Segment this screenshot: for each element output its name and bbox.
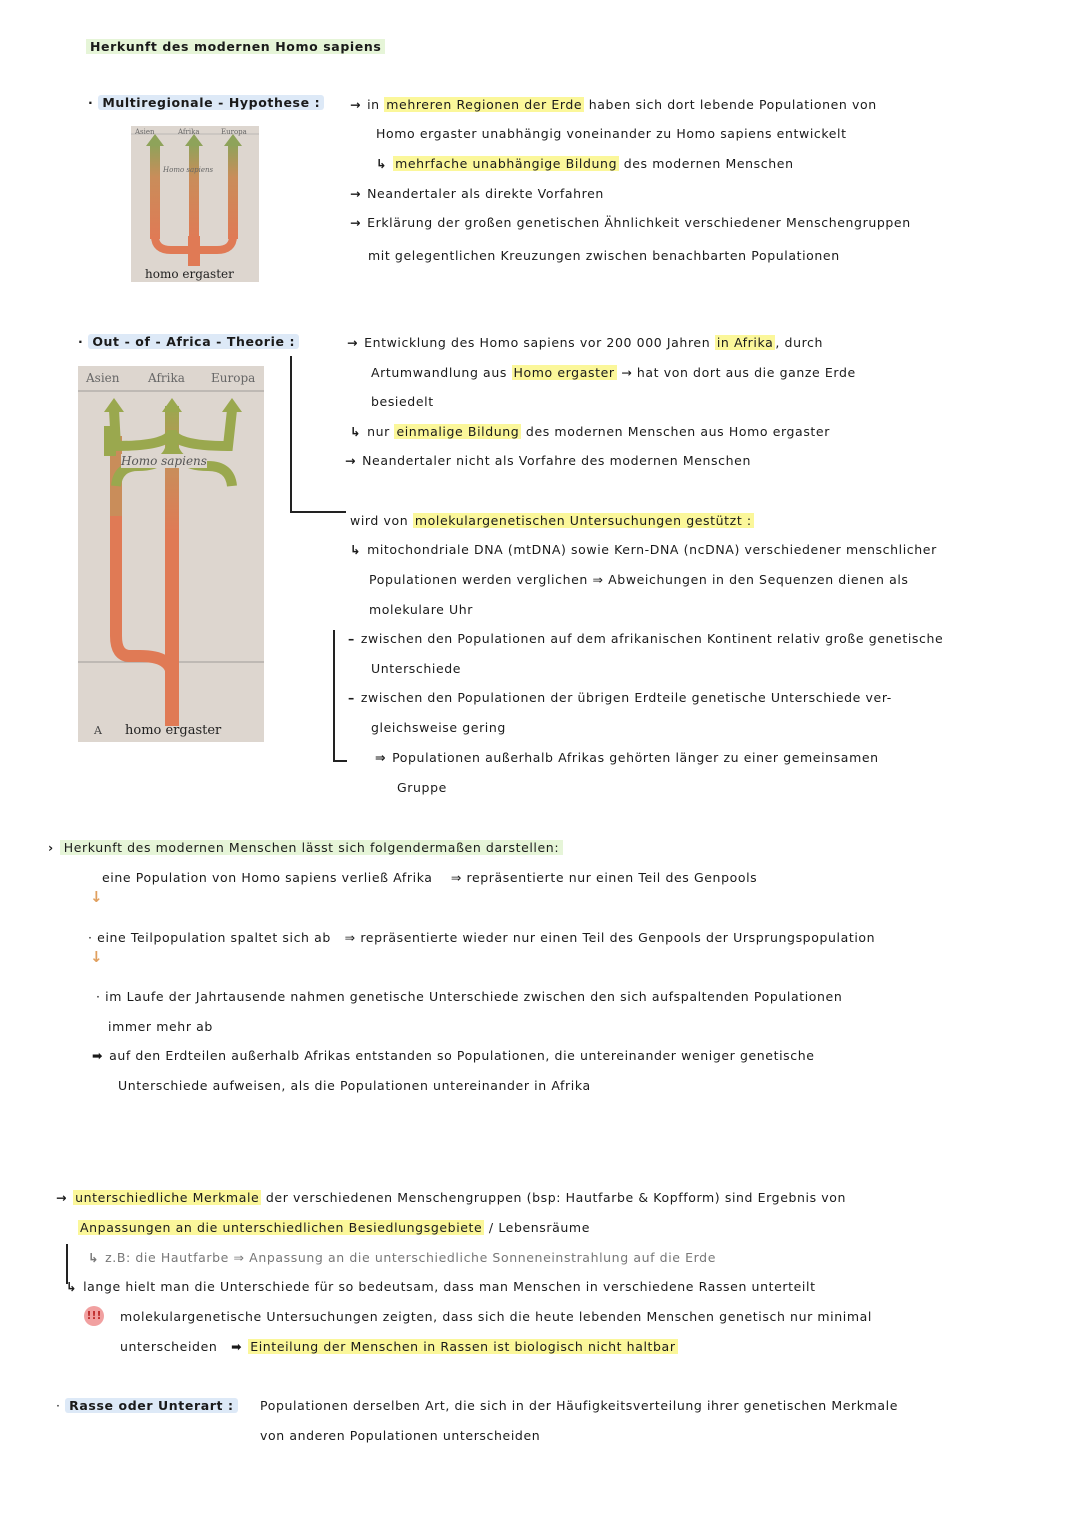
connector-vertical	[290, 356, 292, 511]
mr-line-1: → in mehreren Regionen der Erde haben sich dort lebende Populationen von	[350, 97, 877, 112]
fig1-label-europa: Europa	[221, 128, 247, 136]
page-title: Herkunft des modernen Homo sapiens	[86, 39, 385, 55]
multiregional-figure	[131, 126, 259, 282]
mr-line-6: mit gelegentlichen Kreuzungen zwischen benachbarten Populationen	[368, 248, 840, 263]
mr-line-2: Homo ergaster unabhängig voneinander zu Homo sapiens entwickelt	[376, 126, 847, 141]
traits-line-1: → unterschiedliche Merkmale der verschiedenen Menschengruppen (bsp: Hautfarbe & Kopfform) sind Ergebnis von	[56, 1190, 847, 1205]
origin-step-1: eine Population von Homo sapiens verließ Afrika ⇒ repräsentierte nur einen Teil des Genpools	[102, 870, 758, 885]
connector-horizontal	[290, 511, 346, 513]
fig1-base-label: homo ergaster	[145, 267, 234, 281]
fig2-label-europa: Europa	[211, 371, 256, 385]
support-intro: wird von molekulargenetischen Untersuchungen gestützt :	[350, 513, 752, 528]
support-line-3: molekulare Uhr	[369, 602, 474, 617]
traits-line-2: Anpassungen an die unterschiedlichen Besiedlungsgebiete / Lebensräume	[80, 1220, 591, 1235]
ooa-line-4: ↳ nur einmalige Bildung des modernen Menschen aus Homo ergaster	[350, 424, 830, 439]
ooa-line-1: → Entwicklung des Homo sapiens vor 200 000 Jahren in Afrika , durch	[347, 335, 824, 350]
origin-step-3a: · im Laufe der Jahrtausende nahmen genetische Unterschiede zwischen den sich aufspaltenden Populationen	[96, 989, 843, 1004]
definition-term: · Rasse oder Unterart :	[56, 1398, 238, 1414]
multiregional-heading: · Multiregionale - Hypothese :	[88, 95, 324, 111]
multiregional-tree	[131, 126, 259, 282]
mr-line-5: → Erklärung der großen genetischen Ähnlichkeit verschiedener Menschengruppen	[350, 215, 911, 230]
origin-step-4a: ➡ auf den Erdteilen außerhalb Afrikas entstanden so Populationen, die untereinander weniger genetische	[92, 1048, 815, 1063]
warning-icon: !!!	[84, 1306, 104, 1326]
origin-step-4b: Unterschiede aufweisen, als die Populationen untereinander in Afrika	[118, 1078, 591, 1093]
support-line-1: ↳ mitochondriale DNA (mtDNA) sowie Kern-DNA (ncDNA) verschiedener menschlicher	[350, 542, 937, 557]
fig2-corner-label: A	[94, 724, 102, 737]
fig2-base-label: homo ergaster	[125, 723, 222, 738]
fig1-label-asien: Asien	[135, 128, 155, 136]
support-line-2: Populationen werden verglichen ⇒ Abweichungen in den Sequenzen dienen als	[369, 572, 909, 587]
ooa-line-2: Artumwandlung aus Homo ergaster → hat von dort aus die ganze Erde	[371, 365, 856, 380]
fig2-label-afrika: Afrika	[148, 371, 185, 385]
fig2-center-label: Homo sapiens	[121, 454, 207, 468]
traits-line-5: molekulargenetische Untersuchungen zeigten, dass sich die heute lebenden Menschen genetisch nur minimal	[120, 1309, 872, 1324]
ooa-figure	[78, 366, 264, 742]
origin-step-2: · eine Teilpopulation spaltet sich ab ⇒ repräsentierte wieder nur einen Teil des Genpools der Ursprungspopulation	[88, 930, 876, 945]
fig1-center-label: Homo sapiens	[163, 166, 214, 174]
origin-heading: › Herkunft des modernen Menschen lässt sich folgendermaßen darstellen:	[48, 840, 563, 856]
ooa-heading: · Out - of - Africa - Theorie :	[78, 334, 299, 350]
fig2-label-asien: Asien	[86, 371, 120, 385]
traits-bracket	[66, 1244, 68, 1284]
definition-text-1: Populationen derselben Art, die sich in der Häufigkeitsverteilung ihrer genetischen Merkmale	[260, 1398, 898, 1413]
definition-text-2: von anderen Populationen unterscheiden	[260, 1428, 541, 1443]
down-arrow-2: ↓	[90, 948, 103, 966]
fig1-label-afrika: Afrika	[178, 128, 200, 136]
detail-1a: – zwischen den Populationen auf dem afrikanischen Kontinent relativ große genetische	[348, 631, 944, 646]
ooa-line-5: → Neandertaler nicht als Vorfahre des modernen Menschen	[345, 453, 751, 468]
traits-line-6: unterscheiden ➡ Einteilung der Menschen in Rassen ist biologisch nicht haltbar	[120, 1339, 676, 1354]
ooa-line-3: besiedelt	[371, 394, 434, 409]
origin-step-3b: immer mehr ab	[108, 1019, 213, 1034]
detail-2a: – zwischen den Populationen der übrigen Erdteile genetische Unterschiede ver-	[348, 690, 892, 705]
down-arrow-1: ↓	[90, 888, 103, 906]
traits-line-3: ↳ z.B: die Hautfarbe ⇒ Anpassung an die unterschiedliche Sonneneinstrahlung auf die Erde	[88, 1250, 716, 1265]
mr-line-3: ↳ mehrfache unabhängige Bildung des modernen Menschen	[376, 156, 794, 171]
conclusion-2: Gruppe	[397, 780, 447, 795]
bracket-bottom	[333, 760, 347, 762]
detail-2b: gleichsweise gering	[371, 720, 506, 735]
bracket-vertical	[333, 630, 335, 760]
traits-line-4: ↳ lange hielt man die Unterschiede für so bedeutsam, dass man Menschen in verschiedene Rassen unterteilt	[66, 1279, 816, 1294]
mr-line-4: → Neandertaler als direkte Vorfahren	[350, 186, 604, 201]
ooa-tree	[78, 366, 264, 742]
conclusion-1: ⇒ Populationen außerhalb Afrikas gehörten länger zu einer gemeinsamen	[375, 750, 879, 765]
detail-1b: Unterschiede	[371, 661, 462, 676]
